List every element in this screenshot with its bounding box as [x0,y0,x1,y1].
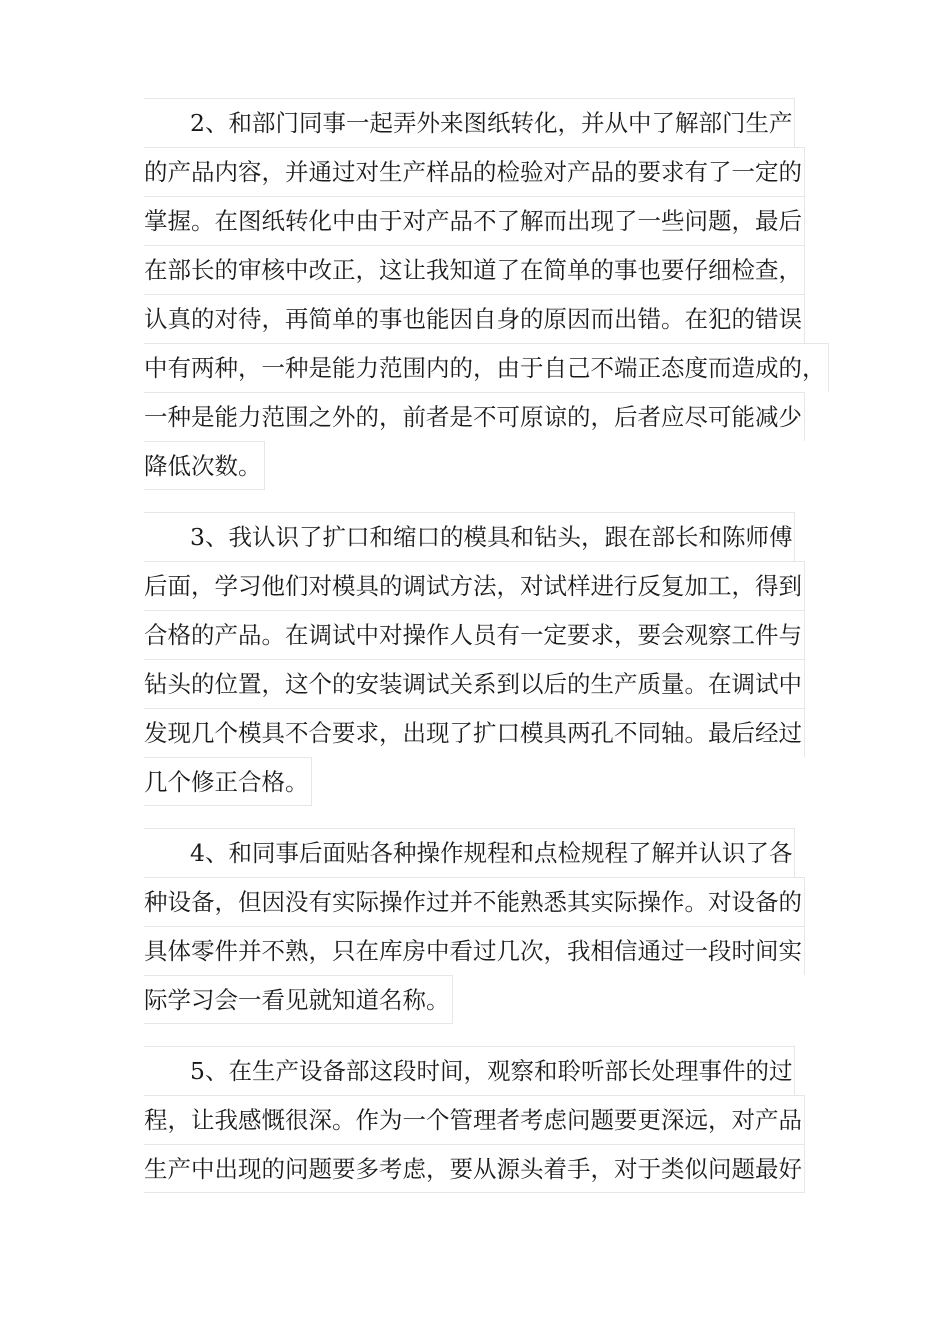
paragraph-line: 种设备，但因没有实际操作过并不能熟悉其实际操作。对设备的 [144,877,805,926]
paragraph-line: 具体零件并不熟，只在库房中看过几次，我相信通过一段时间实 [144,926,805,975]
paragraph-line: 程，让我感慨很深。作为一个管理者考虑问题要更深远，对产品 [144,1095,805,1144]
paragraph-2 [144,98,824,490]
paragraph-line: 中有两种，一种是能力范围内的，由于自己不端正态度而造成的， [144,343,829,392]
paragraph-line: 钻头的位置，这个的安装调试关系到以后的生产质量。在调试中 [144,659,805,708]
paragraph-line: 在部长的审核中改正，这让我知道了在简单的事也要仔细检查， [144,245,805,294]
paragraph-line: 合格的产品。在调试中对操作人员有一定要求，要会观察工件与 [144,610,805,659]
paragraph-line: 2、和部门同事一起弄外来图纸转化，并从中了解部门生产 [144,98,795,147]
paragraph-line: 一种是能力范围之外的，前者是不可原谅的，后者应尽可能减少 [144,392,805,441]
paragraph-line: 际学习会一看见就知道名称。 [144,975,453,1024]
paragraph-line: 4、和同事后面贴各种操作规程和点检规程了解并认识了各 [144,828,795,877]
paragraph-line: 5、在生产设备部这段时间，观察和聆听部长处理事件的过 [144,1046,795,1095]
paragraph-4 [144,828,824,1024]
paragraph-line: 降低次数。 [144,441,265,490]
paragraph-line: 生产中出现的问题要多考虑，要从源头着手，对于类似问题最好 [144,1144,805,1193]
paragraph-line: 认真的对待，再简单的事也能因自身的原因而出错。在犯的错误 [144,294,805,343]
paragraph-line: 掌握。在图纸转化中由于对产品不了解而出现了一些问题，最后 [144,196,805,245]
paragraph-line: 3、我认识了扩口和缩口的模具和钻头，跟在部长和陈师傅 [144,512,795,561]
paragraph-line: 的产品内容，并通过对生产样品的检验对产品的要求有了一定的 [144,147,805,196]
paragraph-3 [144,512,824,806]
paragraph-line: 几个修正合格。 [144,757,312,806]
paragraph-5 [144,1046,824,1193]
paragraph-line: 发现几个模具不合要求，出现了扩口模具两孔不同轴。最后经过 [144,708,805,757]
paragraph-line: 后面，学习他们对模具的调试方法，对试样进行反复加工，得到 [144,561,805,610]
